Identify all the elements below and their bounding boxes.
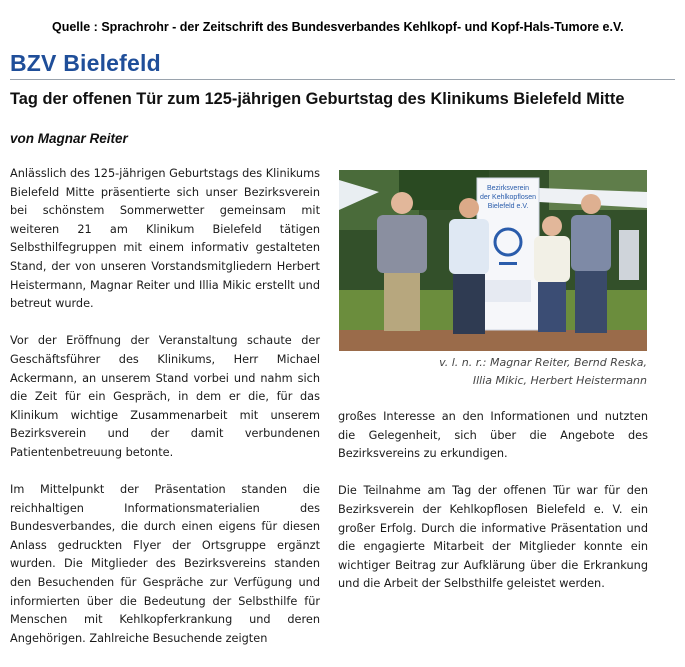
photo-caption xyxy=(339,354,647,390)
article-column-right xyxy=(338,408,648,613)
group-photo-illustration xyxy=(339,170,647,351)
banner-line-2: der Kehlkopflosen xyxy=(479,194,537,201)
section-heading: BZV Bielefeld xyxy=(10,50,161,76)
article-author: von Magnar Reiter xyxy=(10,131,128,146)
heading-divider xyxy=(10,79,675,80)
article-title: Tag der offenen Tür zum 125-jährigen Geburtstag des Klinikums Bielefeld Mitte xyxy=(10,90,625,108)
paragraph-1: Anlässlich des 125-jährigen Geburtstags des Klinikums Bielefeld Mitte präsentierte sich unser Bezirksverein bei schönstem Sommerwetter gemeinsam mit weiteren 21 am Klinikum Bielefeld tätigen Selbsthilfegruppen mit einem informativ gestalteten Stand, der von unseren Vorstandsmitgliedern Herbert Heistermann, Magnar Reiter und Illia Mikic erstellt und betreut wurde. xyxy=(10,167,320,311)
group-photo xyxy=(339,170,647,351)
photo-caption-line-2: Illia Mikic, Herbert Heistermann xyxy=(472,374,647,387)
paragraph-5: Die Teilnahme am Tag der offenen Tür war für den Bezirksverein der Kehlkopflosen Bielefeld e. V. ein großer Erfolg. Durch die informative Präsentation und die engagierte Mitarbeit der Mitglieder konnte ein wichtiger Beitrag zur Aufklärung über die Erkrankung und die Arbeit der Selbsthilfe geleistet werden. xyxy=(338,484,648,591)
photo-caption-line-1: v. l. n. r.: Magnar Reiter, Bernd Reska, xyxy=(439,356,647,369)
source-line: Quelle : Sprachrohr - der Zeitschrift des Bundesverbandes Kehlkopf- und Kopf-Hals-Tumore e.V. xyxy=(52,20,624,34)
paragraph-2: Vor der Eröffnung der Veranstaltung schaute der Geschäftsführer des Klinikums, Herr Michael Ackermann, an unserem Stand vorbei und nahm sich die Zeit für ein Gespräch, in dem er die, für das Klinikum wichtige Zusammenarbeit mit unserem Bezirksverein und der damit verbundenen Patientenbetreuung betonte. xyxy=(10,334,320,459)
article-column-left xyxy=(10,165,320,667)
banner-line-3: Bielefeld e.V. xyxy=(487,203,529,210)
paragraph-4: großes Interesse an den Informationen und nutzten die Gelegenheit, sich über die Angebote des Bezirksvereins zu erkundigen. xyxy=(338,410,648,461)
banner-line-1: Bezirksverein xyxy=(486,185,530,192)
paragraph-3: Im Mittelpunkt der Präsentation standen die reichhaltigen Informationsmaterialien des Bundesverbandes, die durch einen eigens für diesen Anlass gedruckten Flyer der Ortsgruppe ergänzt wurden. Die Mitglieder des Bezirksvereins standen den Besuchenden für Gespräche zur Verfügung und informierten über die Bedeutung der Selbsthilfe für Menschen mit Kehlkopferkrankung und deren Angehörigen. Zahlreiche Besuchende zeigten xyxy=(10,483,320,645)
